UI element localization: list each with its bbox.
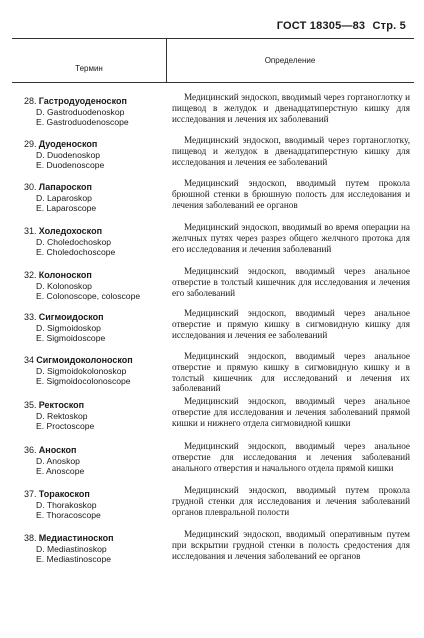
term-english: E. Proctoscope (36, 421, 95, 431)
table-header-rule (12, 82, 414, 83)
term-number: 34 (24, 355, 35, 365)
term-german: D. Sigmoidoskop (36, 322, 101, 333)
running-header (273, 20, 406, 32)
term-english: E. Anoscope (36, 466, 85, 476)
term-name: Аноскоп (38, 445, 77, 455)
standard-number: ГОСТ 18305—83 (276, 20, 366, 32)
definition-30: Медицинский эндоскоп, вводимый путем прокола брюшной стенки в брюшную полость для исследования и лечения заболеваний ее органов (172, 178, 410, 210)
term-english: E. Sigmoidocolonoscope (36, 376, 131, 386)
table-top-rule (12, 38, 414, 39)
term-name: Дуоденоскоп (38, 139, 98, 149)
term-entry-38 (24, 533, 164, 565)
term-entry-31 (24, 226, 164, 258)
term-german: D. Thorakoskop (36, 499, 97, 510)
term-english: E. Thoracoscope (36, 510, 101, 520)
term-number: 33. (24, 312, 37, 322)
term-english: E. Sigmoidoscope (36, 333, 106, 343)
term-name: Гастродуоденоскоп (38, 96, 127, 106)
term-german: D. Sigmoidokolonoskop (36, 365, 127, 376)
term-entry-32 (24, 270, 164, 302)
definition-34: Медицинский эндоскоп, вводимый через анальное отверстие и прямую кишку в сигмовидную кишку и в толстый кишечник для исследований и лечения их заболеваний (172, 351, 410, 394)
term-german: D. Mediastinoskop (36, 543, 107, 554)
column-header-term: Термин (75, 64, 103, 73)
term-number: 30. (24, 182, 37, 192)
term-german: D. Laparoskop (36, 192, 92, 203)
term-english: E. Choledochoscope (36, 247, 116, 257)
term-english: E. Gastroduodenoscope (36, 117, 129, 127)
term-number: 35. (24, 400, 37, 410)
term-entry-33 (24, 312, 164, 344)
term-german: D. Kolonoskop (36, 280, 92, 291)
term-name: Сигмоидоколоноскоп (36, 355, 133, 365)
definition-33: Медицинский эндоскоп, вводимый через анальное отверстие и прямую кишку в сигмовидную кишку для исследования и лечения ее заболеваний (172, 308, 410, 340)
term-number: 38. (24, 533, 37, 543)
term-german: D. Anoskop (36, 455, 80, 466)
term-german: D. Gastroduodenoskop (36, 106, 125, 117)
definition-37: Медицинский эндоскоп, вводимый путем прокола грудной стенки для исследования и лечения заболеваний органов плевральной полости (172, 485, 410, 517)
definition-31: Медицинский эндоскоп, вводимый во время операции на желчных путях через разрез общего желчного протока для его исследования и лечения заболеваний (172, 222, 410, 254)
term-english: E. Mediastinoscope (36, 554, 111, 564)
term-number: 32. (24, 270, 37, 280)
term-entry-36 (24, 445, 164, 477)
definition-29: Медицинский эндоскоп, вводимый через гортаноглотку, пищевод и желудок в двенадцатиперстную кишку для исследования и лечения ее заболеваний (172, 135, 410, 167)
definition-38: Медицинский эндоскоп, вводимый оперативным путем при вскрытии грудной стенки в полость средостения для исследования и лечения заболеваний ее органов (172, 529, 410, 561)
term-name: Медиастиноскоп (38, 533, 114, 543)
term-english: E. Laparoscope (36, 203, 97, 213)
term-english: E. Duodenoscope (36, 160, 105, 170)
page-number: Стр. 5 (372, 20, 406, 32)
term-name: Торакоскоп (38, 489, 90, 499)
term-number: 31. (24, 226, 37, 236)
term-english: E. Colonoscope, coloscope (36, 291, 141, 301)
definition-28: Медицинский эндоскоп, вводимый через гортаноглотку и пищевод в желудок и двенадцатиперстную кишку для исследования и лечения их заболеваний (172, 92, 410, 124)
column-header-definition: Определение (264, 56, 316, 65)
definition-32: Медицинский эндоскоп, вводимый через анальное отверстие в толстый кишечник для исследования и лечения его заболеваний (172, 266, 410, 298)
term-number: 28. (24, 96, 37, 106)
term-entry-35 (24, 400, 164, 432)
definition-35: Медицинский эндоскоп, вводимый через анальное отверстие для исследования и лечения заболеваний прямой кишки и нижнего отдела сигмовидной кишки (172, 396, 410, 428)
term-entry-29 (24, 139, 164, 171)
term-name: Ректоскоп (38, 400, 85, 410)
term-entry-30 (24, 182, 164, 214)
term-name: Колоноскоп (38, 270, 92, 280)
term-entry-34 (24, 355, 164, 387)
term-german: D. Rektoskop (36, 410, 88, 421)
term-number: 37. (24, 489, 37, 499)
term-german: D. Duodenoskop (36, 149, 101, 160)
definition-36: Медицинский эндоскоп, вводимый через анальное отверстие для исследования и лечения заболеваний анального отверстия и начального отдела прямой кишки (172, 441, 410, 473)
term-entry-28 (24, 96, 164, 128)
term-number: 29. (24, 139, 37, 149)
term-name: Холедохоскоп (38, 226, 102, 236)
term-entry-37 (24, 489, 164, 521)
term-number: 36. (24, 445, 37, 455)
term-name: Сигмоидоскоп (38, 312, 104, 322)
term-german: D. Choledochoskop (36, 236, 112, 247)
term-name: Лапароскоп (38, 182, 92, 192)
